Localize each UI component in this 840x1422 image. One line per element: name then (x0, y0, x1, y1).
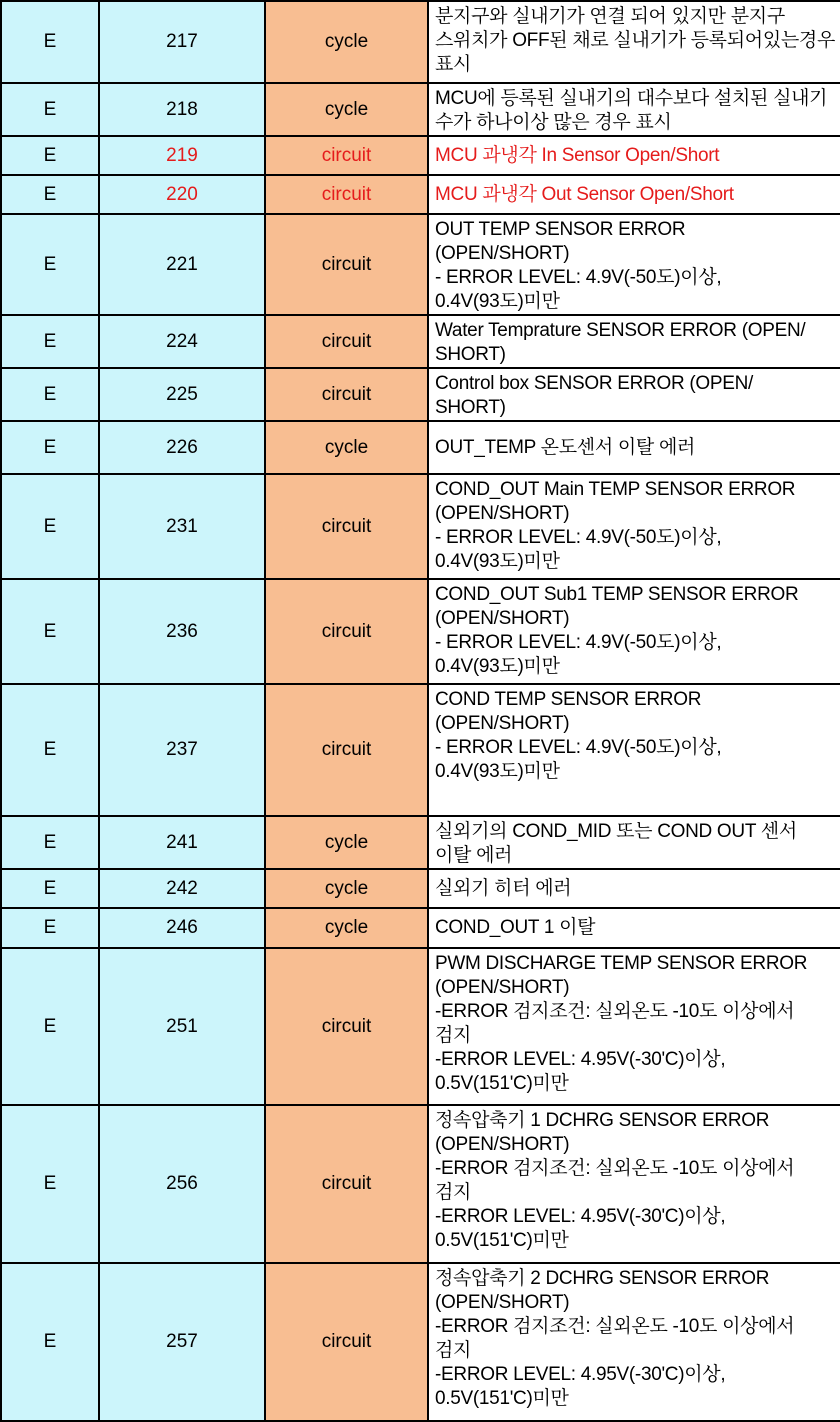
error-category-cell: cycle (265, 1, 428, 83)
description-line: -ERROR LEVEL: 4.95V(-30'C)이상, (435, 1206, 726, 1227)
description-line: COND_OUT Main TEMP SENSOR ERROR (435, 479, 796, 500)
description-line: 분지구와 실내기가 연결 되어 있지만 분지구 (435, 6, 785, 27)
error-code-cell: 219 (99, 136, 265, 175)
description-line: - ERROR LEVEL: 4.9V(-50도)이상, (435, 527, 722, 548)
description-line: (OPEN/SHORT) (435, 608, 570, 629)
error-category-cell: cycle (265, 421, 428, 474)
error-category-cell: cycle (265, 869, 428, 908)
table-row (1, 1, 840, 83)
error-category-cell: circuit (265, 474, 428, 579)
description-line: OUT TEMP SENSOR ERROR (435, 219, 686, 240)
error-category-cell: circuit (265, 214, 428, 315)
description-line: MCU 과냉각 In Sensor Open/Short (435, 144, 720, 166)
error-category-cell: circuit (265, 175, 428, 214)
error-code-cell: 221 (99, 214, 265, 315)
error-category-cell: cycle (265, 816, 428, 869)
error-type-cell: E (1, 1105, 99, 1263)
description-line: - ERROR LEVEL: 4.9V(-50도)이상, (435, 267, 722, 288)
error-description-cell (428, 579, 840, 684)
description-line: OUT_TEMP 온도센서 이탈 에러 (435, 436, 696, 458)
error-description-cell (428, 816, 840, 869)
error-code-cell: 225 (99, 368, 265, 421)
description-line: 정속압축기 2 DCHRG SENSOR ERROR (435, 1268, 770, 1289)
error-code-cell: 236 (99, 579, 265, 684)
error-code-cell: 218 (99, 83, 265, 136)
error-description-cell (428, 908, 840, 948)
table-row (1, 816, 840, 869)
error-type-cell: E (1, 83, 99, 136)
error-description-cell (428, 214, 840, 315)
error-category-cell: circuit (265, 1105, 428, 1263)
description-line: 0.5V(151'C)미만 (435, 1388, 569, 1409)
error-type-cell: E (1, 908, 99, 948)
table-row (1, 368, 840, 421)
error-code-cell: 220 (99, 175, 265, 214)
description-line: 정속압축기 1 DCHRG SENSOR ERROR (435, 1110, 770, 1131)
error-type-cell: E (1, 869, 99, 908)
error-category-cell: circuit (265, 368, 428, 421)
description-line: -ERROR LEVEL: 4.95V(-30'C)이상, (435, 1049, 726, 1070)
description-line: COND TEMP SENSOR ERROR (435, 689, 702, 710)
table-row (1, 315, 840, 368)
description-line: (OPEN/SHORT) (435, 243, 570, 264)
error-code-cell: 224 (99, 315, 265, 368)
error-code-cell: 251 (99, 948, 265, 1105)
table-row (1, 175, 840, 214)
table-row (1, 136, 840, 175)
error-description-cell (428, 1263, 840, 1421)
description-line: -ERROR 검지조건: 실외온도 -10도 이상에서 (435, 1001, 795, 1022)
error-type-cell: E (1, 421, 99, 474)
error-category-cell: circuit (265, 684, 428, 816)
description-line: COND_OUT Sub1 TEMP SENSOR ERROR (435, 584, 799, 605)
error-description-cell (428, 421, 840, 474)
table-row (1, 1263, 840, 1421)
description-line: SHORT) (435, 344, 506, 365)
error-category-cell: circuit (265, 579, 428, 684)
description-line: PWM DISCHARGE TEMP SENSOR ERROR (435, 953, 808, 974)
description-line: - ERROR LEVEL: 4.9V(-50도)이상, (435, 632, 722, 653)
table-row (1, 214, 840, 315)
description-line: Water Temprature SENSOR ERROR (OPEN/ (435, 320, 806, 341)
description-line: 0.5V(151'C)미만 (435, 1230, 569, 1251)
description-line: (OPEN/SHORT) (435, 977, 570, 998)
error-description-cell (428, 175, 840, 214)
description-line: 검지 (435, 1182, 472, 1203)
error-description-cell (428, 136, 840, 175)
table-row (1, 474, 840, 579)
error-description-cell (428, 1105, 840, 1263)
error-type-cell: E (1, 816, 99, 869)
error-code-cell: 256 (99, 1105, 265, 1263)
description-line: 실외기 히터 에러 (435, 877, 572, 899)
error-code-table-body (1, 1, 840, 1421)
description-line: (OPEN/SHORT) (435, 503, 570, 524)
error-description-cell (428, 368, 840, 421)
error-description-cell (428, 474, 840, 579)
error-code-cell: 246 (99, 908, 265, 948)
error-type-cell: E (1, 136, 99, 175)
description-line: 검지 (435, 1340, 472, 1361)
description-line: 스위치가 OFF된 채로 실내기가 등록되어있는경우 (435, 30, 836, 51)
description-line: MCU 과냉각 Out Sensor Open/Short (435, 183, 734, 205)
description-line: -ERROR LEVEL: 4.95V(-30'C)이상, (435, 1364, 726, 1385)
error-type-cell: E (1, 948, 99, 1105)
table-row (1, 579, 840, 684)
error-category-cell: circuit (265, 1263, 428, 1421)
error-type-cell: E (1, 368, 99, 421)
description-line: 수가 하나이상 많은 경우 표시 (435, 112, 672, 133)
description-line: - ERROR LEVEL: 4.9V(-50도)이상, (435, 737, 722, 758)
error-type-cell: E (1, 579, 99, 684)
error-category-cell: circuit (265, 136, 428, 175)
description-line: 0.4V(93도)미만 (435, 656, 560, 677)
description-line: (OPEN/SHORT) (435, 1134, 570, 1155)
description-line: (OPEN/SHORT) (435, 713, 570, 734)
error-code-cell: 217 (99, 1, 265, 83)
description-line: 표시 (435, 54, 472, 75)
error-description-cell (428, 1, 840, 83)
error-code-cell: 241 (99, 816, 265, 869)
error-code-cell: 242 (99, 869, 265, 908)
description-line: 이탈 에러 (435, 845, 513, 866)
description-line: MCU에 등록된 실내기의 대수보다 설치된 실내기 (435, 88, 828, 109)
error-type-cell: E (1, 214, 99, 315)
description-line: 실외기의 COND_MID 또는 COND OUT 센서 (435, 821, 797, 842)
error-type-cell: E (1, 474, 99, 579)
error-type-cell: E (1, 684, 99, 816)
error-description-cell (428, 315, 840, 368)
error-category-cell: circuit (265, 315, 428, 368)
error-type-cell: E (1, 1263, 99, 1421)
error-description-cell (428, 869, 840, 908)
description-line: 0.4V(93도)미만 (435, 761, 560, 782)
error-type-cell: E (1, 1, 99, 83)
description-line: COND_OUT 1 이탈 (435, 917, 596, 938)
error-code-cell: 237 (99, 684, 265, 816)
table-row (1, 684, 840, 816)
table-row (1, 908, 840, 948)
error-description-cell (428, 684, 840, 816)
description-line: (OPEN/SHORT) (435, 1292, 570, 1313)
description-line: 0.4V(93도)미만 (435, 551, 560, 572)
error-category-cell: cycle (265, 83, 428, 136)
description-line: SHORT) (435, 397, 506, 418)
description-line: 0.4V(93도)미만 (435, 291, 560, 312)
error-code-cell: 231 (99, 474, 265, 579)
error-code-cell: 226 (99, 421, 265, 474)
error-category-cell: circuit (265, 948, 428, 1105)
table-row (1, 869, 840, 908)
description-line: 검지 (435, 1025, 472, 1046)
error-code-cell: 257 (99, 1263, 265, 1421)
error-type-cell: E (1, 315, 99, 368)
table-row (1, 83, 840, 136)
description-line: -ERROR 검지조건: 실외온도 -10도 이상에서 (435, 1158, 795, 1179)
error-type-cell: E (1, 175, 99, 214)
description-line: -ERROR 검지조건: 실외온도 -10도 이상에서 (435, 1316, 795, 1337)
description-line: 0.5V(151'C)미만 (435, 1073, 569, 1094)
table-row (1, 421, 840, 474)
error-description-cell (428, 948, 840, 1105)
description-line: Control box SENSOR ERROR (OPEN/ (435, 373, 754, 394)
error-description-cell (428, 83, 840, 136)
table-row (1, 948, 840, 1105)
table-row (1, 1105, 840, 1263)
error-category-cell: cycle (265, 908, 428, 948)
